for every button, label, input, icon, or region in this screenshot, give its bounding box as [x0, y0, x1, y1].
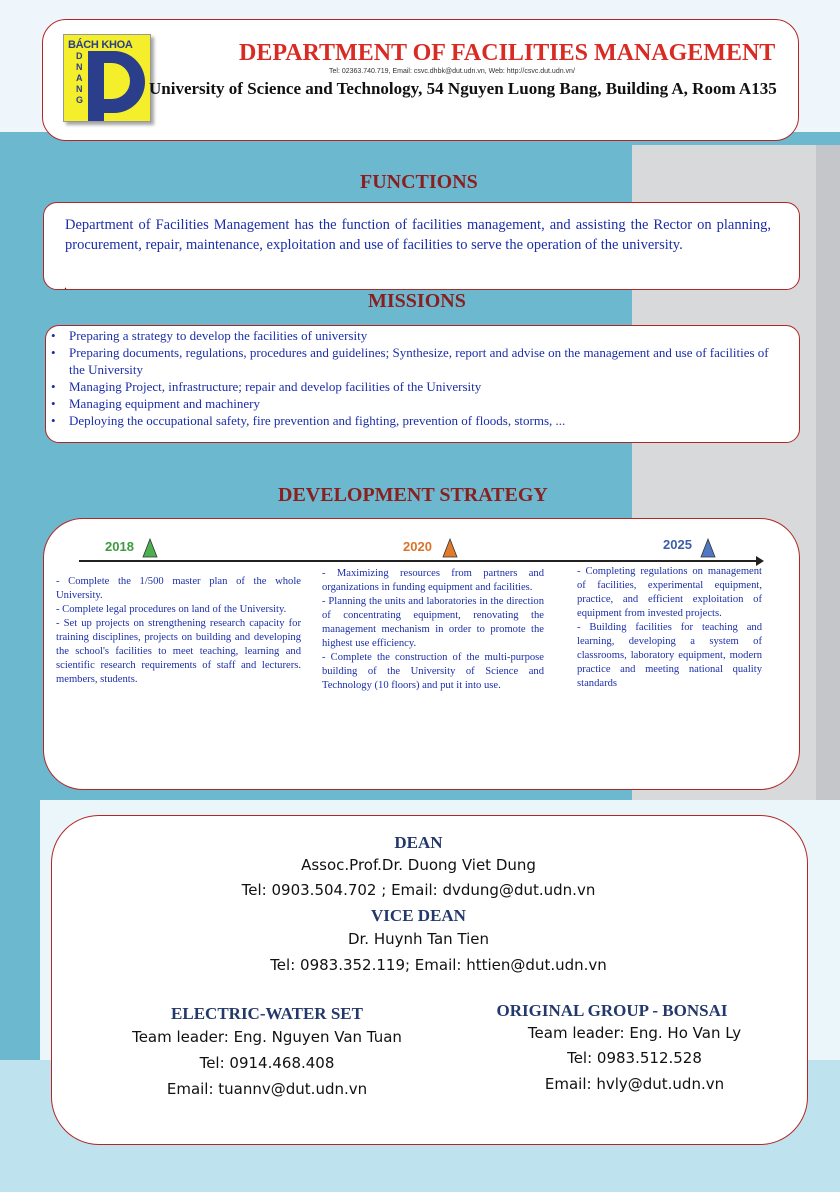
header-card: [42, 19, 799, 141]
functions-card: [43, 202, 800, 290]
dean-contact: Tel: 0903.504.702 ; Email: dvdung@dut.udn.vn: [241, 881, 596, 899]
electric-water-tel: Tel: 0914.468.408: [199, 1054, 335, 1072]
timeline-line: [79, 560, 758, 562]
bonsai-role: ORIGINAL GROUP - BONSAI: [496, 1001, 728, 1020]
bonsai-leader: Team leader: Eng. Ho Van Ly: [527, 1024, 742, 1042]
milestone-2025-text: - Completing regulations on management of facilities, experimental equipment, practice, and efficient exploitation of equipment from invested projects. - Building facilities for teaching and learning, developing a system of classrooms, laboratory equipment, modern practice and meeting national quality standards: [577, 566, 762, 689]
logo-letters: D N A N G: [76, 51, 84, 105]
missions-card: [45, 325, 800, 443]
vice-dean-contact: Tel: 0983.352.119; Email: httien@dut.udn.vn: [270, 956, 607, 974]
functions-title: FUNCTIONS: [360, 171, 478, 193]
dean-name: Assoc.Prof.Dr. Duong Viet Dung: [301, 856, 536, 874]
list-item: • Deploying the occupational safety, fire prevention and fighting, prevention of floods, storms, ...: [46, 412, 776, 429]
logo-text: BÁCH KHOA: [68, 39, 133, 51]
missions-list: [46, 327, 776, 429]
triangle-marker-icon: [442, 538, 458, 558]
triangle-marker-icon: [142, 538, 158, 558]
vice-dean-role: VICE DEAN: [371, 906, 466, 925]
contacts-card: [51, 815, 808, 1145]
stray-dot: .: [64, 278, 67, 292]
year-2018: 2018: [105, 539, 134, 554]
functions-text: Department of Facilities Management has the function of facilities management, and assisting the Rector on planning, procurement, repair, maintenance, exploitation and use of facilities to serve the operation of the university.: [65, 217, 771, 253]
missions-title: MISSIONS: [368, 290, 466, 312]
strategy-card: [43, 518, 800, 790]
electric-water-role: ELECTRIC-WATER SET: [171, 1004, 363, 1023]
electric-water-email: Email: tuannv@dut.udn.vn: [166, 1080, 368, 1098]
dean-role: DEAN: [394, 833, 443, 852]
milestone-2020-text: - Maximizing resources from partners and organizations in funding equipment and facilities. - Planning the units and laboratories in the direction of concentrating equipment, renovating the management mechanism in order to promote the highest use efficiency. - Complete the construction of the multi-purpose building of the University of Science and Technology (10 floors) and put it into use.: [322, 568, 544, 691]
milestone-2018-text: - Complete the 1/500 master plan of the whole University. - Complete legal procedures on land of the University. - Set up projects on strengthening research capacity for training disciplines, projects on building and developing the school's facilities to meet teaching, learning and scientific research requirements of staff and lecturers. members, students.: [56, 576, 301, 685]
bonsai-tel: Tel: 0983.512.528: [567, 1049, 702, 1067]
strategy-title: DEVELOPMENT STRATEGY: [278, 484, 548, 506]
bonsai-email: Email: hvly@dut.udn.vn: [544, 1075, 725, 1093]
list-item: • Preparing documents, regulations, procedures and guidelines; Synthesize, report and advise on the management and use of facilities of the University: [46, 344, 776, 378]
university-logo: [63, 34, 151, 122]
logo-p-mark-icon: [86, 51, 150, 121]
list-item: • Managing equipment and machinery: [46, 395, 776, 412]
electric-water-leader: Team leader: Eng. Nguyen Van Tuan: [132, 1028, 402, 1046]
year-2025: 2025: [663, 537, 692, 552]
list-item: • Preparing a strategy to develop the facilities of university: [46, 327, 776, 344]
list-item: • Managing Project, infrastructure; repair and develop facilities of the University: [46, 378, 776, 395]
triangle-marker-icon: [700, 538, 716, 558]
department-title: DEPARTMENT OF FACILITIES MANAGEMENT: [239, 40, 776, 66]
department-contact: Tel: 02363.740.719, Email: csvc.dhbk@dut.udn.vn, Web: http://csvc.dut.udn.vn/: [329, 68, 575, 75]
year-2020: 2020: [403, 539, 432, 554]
department-address: University of Science and Technology, 54 Nguyen Luong Bang, Building A, Room A135: [149, 79, 777, 98]
vice-dean-name: Dr. Huynh Tan Tien: [347, 930, 490, 948]
